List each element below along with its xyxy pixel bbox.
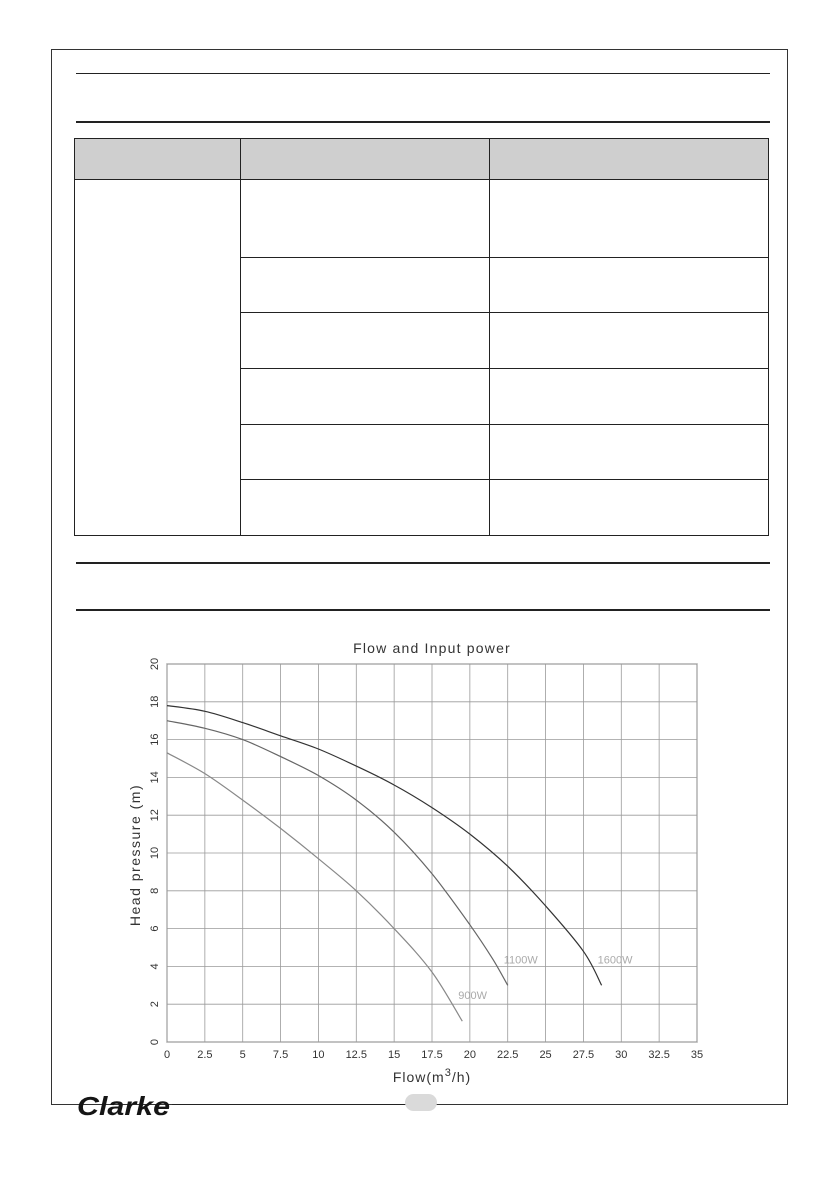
x-axis-label-sup: 3 (444, 1067, 452, 1079)
y-tick-label: 0 (149, 1038, 161, 1046)
y-tick-label: 2 (149, 1001, 161, 1008)
chart-title: Flow and Input power (353, 640, 511, 656)
y-tick-label: 8 (149, 887, 161, 894)
x-tick-label: 22.5 (497, 1049, 519, 1061)
y-tick-label: 10 (149, 846, 161, 860)
y-tick-label: 16 (149, 733, 161, 746)
x-axis-label-end: /h) (451, 1069, 472, 1085)
y-axis-label: Head pressure (m) (127, 783, 143, 927)
x-tick-label: 25 (539, 1049, 552, 1061)
logo-text: Clarke (77, 1091, 170, 1121)
x-tick-label: 5 (239, 1049, 246, 1061)
footer-rule (172, 1104, 408, 1105)
series-label-1600w: 1600W (597, 954, 633, 967)
x-tick-label: 12.5 (345, 1049, 367, 1061)
x-tick-label: 15 (388, 1049, 401, 1061)
x-axis-label (393, 1067, 471, 1085)
series-line-900w (167, 753, 462, 1021)
y-tick-label: 6 (149, 925, 161, 932)
y-tick-label: 4 (149, 963, 161, 970)
x-tick-label: 30 (615, 1049, 628, 1061)
clarke-logo (74, 1088, 179, 1127)
y-tick-label: 18 (149, 695, 161, 708)
y-tick-label: 14 (149, 771, 161, 784)
x-tick-label: 35 (690, 1049, 704, 1061)
x-tick-label: 2.5 (197, 1049, 213, 1061)
x-tick-label: 20 (463, 1049, 476, 1061)
y-tick-label: 12 (149, 809, 161, 822)
series-label-1100w: 1100W (503, 954, 538, 967)
x-tick-label: 0 (163, 1049, 171, 1061)
x-tick-label: 17.5 (421, 1049, 443, 1061)
x-tick-label: 10 (312, 1049, 325, 1061)
y-tick-label: 20 (149, 657, 161, 671)
x-tick-label: 7.5 (272, 1049, 289, 1061)
x-axis-label-main: Flow(m (392, 1069, 445, 1085)
page-number-tab (405, 1094, 437, 1111)
series-label-900w: 900W (458, 990, 488, 1003)
series-line-1600w (167, 706, 602, 986)
x-tick-label: 27.5 (572, 1049, 595, 1061)
x-tick-label: 32.5 (648, 1049, 670, 1061)
